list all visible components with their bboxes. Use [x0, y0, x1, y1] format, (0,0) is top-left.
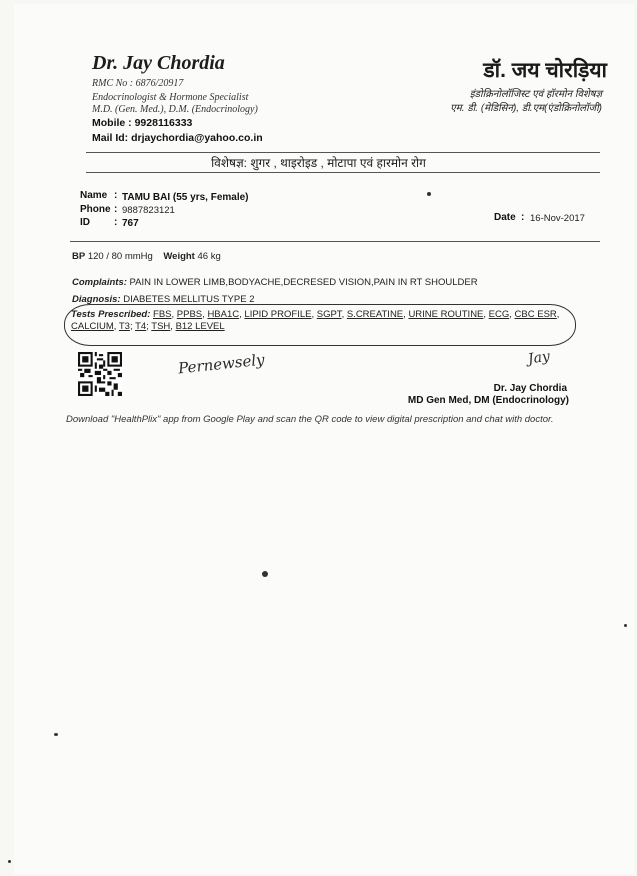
test-item: PPBS: [176, 309, 203, 320]
bp-label: BP: [72, 251, 86, 262]
tests-label: Tests Prescribed:: [71, 309, 151, 320]
diagnosis-value: DIABETES MELLITUS TYPE 2: [123, 294, 255, 305]
doctor-mail: Mail Id: drjaychordia@yahoo.co.in: [92, 132, 263, 144]
date-label: Date: [494, 212, 516, 223]
id-label: ID: [80, 217, 90, 228]
doctor-mobile: Mobile : 9928116333: [92, 117, 193, 129]
visit-date: 16-Nov-2017: [530, 213, 585, 224]
diagnosis-label: Diagnosis:: [72, 294, 121, 305]
test-item: URINE ROUTINE: [408, 309, 484, 320]
doctor-specialty-hindi: इंडोक्रिनोलॉजिस्ट एवं हॉरमोन विशेषज्ञ: [469, 89, 602, 100]
test-item: T3: [118, 321, 130, 332]
handwritten-note: Pernewsely: [177, 350, 266, 378]
weight-label: Weight: [163, 251, 195, 262]
doctor-degrees-hindi: एम. डी. (मेडिसिन), डी.एम(एंडोक्रिनोलॉजी): [450, 103, 602, 114]
scan-speck: [8, 860, 11, 863]
name-label: Name: [80, 190, 108, 201]
test-item: TSH: [151, 321, 171, 332]
test-item: HBA1C: [207, 309, 240, 320]
vitals-row: [72, 251, 221, 262]
rmc-number: RMC No : 6876/20917: [92, 78, 184, 89]
test-item: CALCIUM: [71, 321, 114, 332]
tests-circled-box: [64, 304, 576, 346]
test-item: ECG: [488, 309, 510, 320]
complaints-row: [72, 277, 478, 288]
scan-speck: [624, 624, 627, 627]
patient-name: TAMU BAI (55 yrs, Female): [122, 192, 249, 203]
test-item: S.CREATINE: [346, 309, 404, 320]
tests-prescribed: [71, 309, 571, 333]
test-item: CBC ESR: [514, 309, 557, 320]
header-divider-top: [86, 152, 600, 153]
patient-id: 767: [122, 218, 139, 229]
header-divider-bottom: [86, 172, 600, 173]
bp-value: 120 / 80 mmHg: [87, 251, 153, 262]
signature-name: Dr. Jay Chordia: [493, 383, 567, 394]
signature-initials: Jay: [526, 348, 551, 368]
patient-divider: [70, 241, 600, 242]
doctor-name: Dr. Jay Chordia: [92, 52, 225, 74]
test-item: FBS: [153, 309, 172, 320]
expertise-line: विशेषज्ञ: शुगर , थाइरोइड , मोटापा एवं हारमोन रोग: [211, 156, 426, 170]
test-item: T4: [135, 321, 147, 332]
doctor-degrees: M.D. (Gen. Med.), D.M. (Endocrinology): [92, 104, 258, 115]
weight-value: 46 kg: [197, 251, 221, 262]
complaints-value: PAIN IN LOWER LIMB,BODYACHE,DECRESED VISION,PAIN IN RT SHOULDER: [129, 277, 478, 288]
test-item: SGPT: [316, 309, 342, 320]
complaints-label: Complaints:: [72, 277, 127, 288]
test-item: B12 LEVEL: [175, 321, 225, 332]
scan-speck: [427, 192, 431, 196]
doctor-name-hindi: डॉ. जय चोरड़िया: [483, 59, 607, 82]
qr-code: [78, 352, 122, 396]
footer-note: Download "HealthPlix" app from Google Play and scan the QR code to view digital prescription and chat with doctor.: [66, 414, 554, 425]
test-item: LIPID PROFILE: [244, 309, 312, 320]
phone-label: Phone: [80, 204, 111, 215]
scan-speck: [54, 733, 58, 736]
doctor-specialty: Endocrinologist & Hormone Specialist: [92, 92, 249, 103]
tests-list: FBS, PPBS, HBA1C, LIPID PROFILE, SGPT, S.CREATINE, URINE ROUTINE, ECG, CBC ESR, CALCIUM, T3; T4; TSH, B12 LEVEL: [71, 309, 560, 332]
patient-phone: 9887823121: [122, 205, 175, 216]
signature-qualification: MD Gen Med, DM (Endocrinology): [407, 395, 569, 406]
scan-speck: [262, 571, 268, 577]
